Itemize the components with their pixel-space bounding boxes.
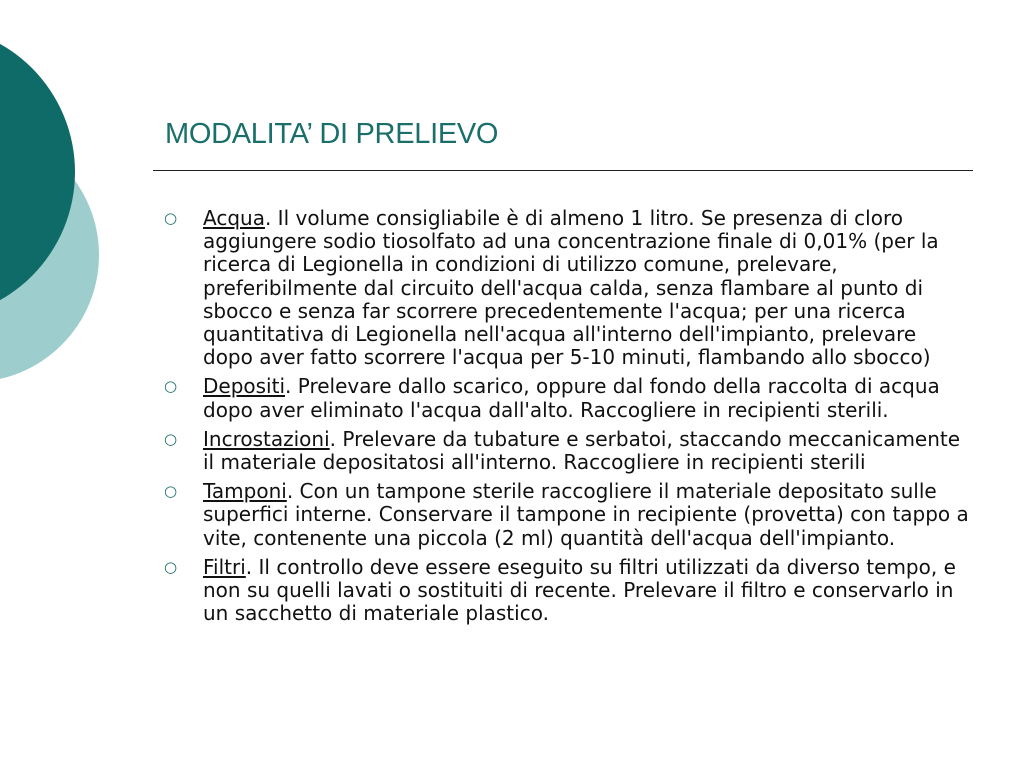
bullet-circle-icon: ○ xyxy=(164,429,178,448)
slide-title: MODALITA’ DI PRELIEVO xyxy=(165,118,499,150)
term-acqua: Acqua xyxy=(203,206,265,230)
term-depositi: Depositi xyxy=(203,374,286,399)
bullet-circle-icon: ○ xyxy=(164,482,178,501)
description-acqua: . Il volume consigliabile è di almeno 1 litro. Se presenza di cloro aggiungere sodio tiosolfato ad una concentrazione finale di 0,01% (per la ricerca di Legionella in condizioni di utilizzo comune, prelevare, preferibilmente dal circuito dell'acqua calda, senza flambare al punto di sbocco e senza far scorrere precedentemente l'acqua; per una ricerca quantitativa di Legionella nell'acqua all'interno dell'impianto, prelevare dopo aver fatto scorrere l'acqua per 5-10 minuti, flambando allo sbocco) xyxy=(203,206,939,370)
title-divider xyxy=(153,170,973,171)
description-incrostazioni: . Prelevare da tubature e serbatoi, staccando meccanicamente il materiale depositatosi all'interno. Raccogliere in recipienti sterili xyxy=(203,426,961,475)
description-filtri: . Il controllo deve essere eseguito su filtri utilizzati da diverso tempo, e non su quelli lavati o sostituiti di recente. Prelevare il filtro e conservarlo in un sacchetto di materiale plastico. xyxy=(203,554,956,626)
term-incrostazioni: Incrostazioni xyxy=(203,426,330,451)
bullet-item-tamponi xyxy=(160,480,970,550)
bullet-item-incrostazioni xyxy=(160,428,970,474)
bullet-item-filtri xyxy=(160,556,970,626)
bullet-item-depositi xyxy=(160,375,970,421)
description-depositi: . Prelevare dallo scarico, oppure dal fondo della raccolta di acqua dopo aver eliminato l'acqua dall'alto. Raccogliere in recipienti sterili. xyxy=(203,374,940,422)
description-tamponi: . Con un tampone sterile raccogliere il materiale depositato sulle superfici interne. Conservare il tampone in recipiente (provetta) con tappo a vite, contenente una piccola (2 ml) quantità dell'acqua dell'impianto. xyxy=(203,479,969,550)
decorative-circles xyxy=(0,0,110,400)
bullet-circle-icon: ○ xyxy=(164,377,178,396)
bullet-circle-icon: ○ xyxy=(164,209,178,227)
bullet-list xyxy=(160,207,970,631)
bullet-circle-icon: ○ xyxy=(164,557,178,576)
term-tamponi: Tamponi xyxy=(203,479,287,504)
bullet-item-acqua xyxy=(160,207,970,369)
term-filtri: Filtri xyxy=(203,554,246,579)
